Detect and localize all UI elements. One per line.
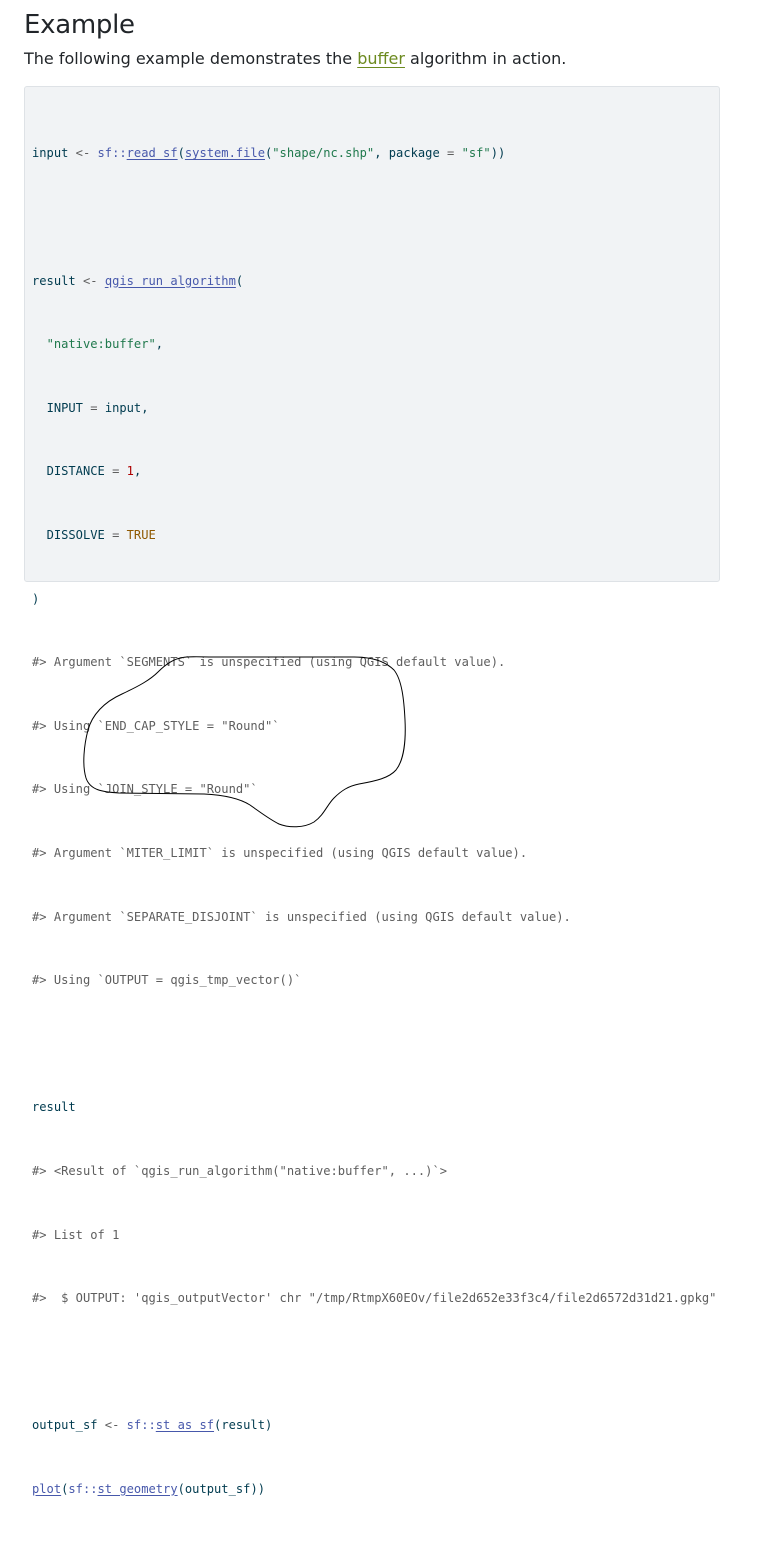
code-token bbox=[454, 146, 461, 160]
code-token: DISTANCE bbox=[46, 464, 105, 479]
plot-output bbox=[24, 600, 724, 829]
code-token: <- bbox=[75, 273, 105, 288]
code-token: result bbox=[221, 1418, 265, 1433]
code-output-line: #> Argument `MITER_LIMIT` is unspecified (using QGIS default value). bbox=[32, 845, 528, 860]
code-token: , bbox=[133, 464, 142, 479]
code-token: ( bbox=[61, 1481, 69, 1496]
code-token: ) bbox=[265, 1418, 273, 1433]
intro-text-after: algorithm in action. bbox=[404, 49, 567, 68]
code-line-input-arg bbox=[32, 398, 716, 419]
code-token: 1 bbox=[126, 464, 134, 479]
code-line-blank bbox=[32, 207, 716, 228]
code-line-output-sf bbox=[32, 1415, 716, 1436]
code-token: output_sf bbox=[184, 1481, 251, 1496]
code-line-distance-arg bbox=[32, 461, 716, 482]
code-token: TRUE bbox=[126, 527, 156, 542]
code-block[interactable] bbox=[24, 86, 720, 1496]
code-indent bbox=[32, 401, 47, 415]
code-token: ( bbox=[214, 1418, 222, 1433]
code-token: output_sf bbox=[32, 1418, 98, 1433]
code-output-line: #> Argument `SEGMENTS` is unspecified (using QGIS default value). bbox=[32, 655, 506, 670]
code-line-result-assign bbox=[32, 271, 716, 292]
code-token: , bbox=[155, 337, 164, 352]
code-token: <- bbox=[97, 1418, 127, 1433]
code-line-blank bbox=[32, 1034, 716, 1055]
intro-text-before: The following example demonstrates the bbox=[24, 49, 358, 68]
code-output-line: #> Using `OUTPUT = qgis_tmp_vector()` bbox=[32, 973, 302, 988]
st-geometry-link[interactable]: st_geometry bbox=[97, 1481, 178, 1496]
code-output-line: #> Argument `SEPARATE_DISJOINT` is unspecified (using QGIS default value). bbox=[32, 909, 571, 924]
code-output-line: #> List of 1 bbox=[32, 1227, 120, 1242]
buffered-polygon-outline bbox=[84, 657, 405, 827]
code-indent bbox=[32, 337, 47, 351]
code-token: "sf" bbox=[461, 146, 491, 161]
code-token: )) bbox=[250, 1481, 265, 1496]
code-line-plot bbox=[32, 1479, 716, 1500]
code-output-line: #> $ OUTPUT: 'qgis_outputVector' chr "/tmp/RtmpX60EOv/file2d652e33f3c4/file2d6572d31d21.gpkg" bbox=[32, 1291, 717, 1306]
code-token: = bbox=[104, 464, 127, 479]
code-token: = bbox=[104, 527, 127, 542]
buffer-link[interactable]: buffer bbox=[357, 49, 405, 68]
code-token: , package bbox=[374, 146, 448, 161]
qgis-run-algorithm-link[interactable]: qgis_run_algorithm bbox=[104, 273, 236, 288]
code-token: ( bbox=[177, 1481, 185, 1496]
code-line-dissolve-arg bbox=[32, 525, 716, 546]
system-file-link[interactable]: system.file bbox=[184, 146, 265, 161]
code-token: INPUT bbox=[46, 400, 83, 415]
code-token: sf:: bbox=[68, 1481, 98, 1496]
st-as-sf-link[interactable]: st_as_sf bbox=[155, 1418, 215, 1433]
code-token: ( bbox=[177, 146, 185, 161]
code-token: ) bbox=[32, 591, 40, 606]
section-heading: Example bbox=[24, 10, 135, 40]
code-token: ( bbox=[265, 146, 273, 161]
read-sf-link[interactable]: read_sf bbox=[126, 146, 178, 161]
plot-link[interactable]: plot bbox=[32, 1481, 62, 1496]
code-line-algorithm bbox=[32, 334, 716, 355]
code-output-line: #> Using `END_CAP_STYLE = "Round"` bbox=[32, 718, 280, 733]
code-token: result bbox=[32, 273, 76, 288]
code-indent bbox=[32, 464, 47, 478]
code-line-result: result bbox=[32, 1100, 76, 1115]
code-token: "shape/nc.shp" bbox=[272, 146, 375, 161]
code-token: input bbox=[32, 146, 69, 161]
buffer-geometry-plot bbox=[24, 600, 724, 829]
code-token: = bbox=[447, 146, 455, 161]
code-token: sf:: bbox=[97, 146, 127, 161]
code-token: = bbox=[82, 400, 105, 415]
intro-paragraph bbox=[24, 47, 566, 71]
code-output-line: #> Using `JOIN_STYLE = "Round"` bbox=[32, 782, 258, 797]
code-token: )) bbox=[490, 146, 506, 161]
code-token: ( bbox=[235, 273, 244, 288]
code-line-input bbox=[32, 143, 716, 164]
code-token: input, bbox=[104, 400, 149, 415]
code-output-line: #> <Result of `qgis_run_algorithm("native:buffer", ...)`> bbox=[32, 1163, 448, 1178]
code-token: <- bbox=[68, 146, 98, 161]
code-line-blank bbox=[32, 1352, 716, 1373]
code-token: sf:: bbox=[126, 1418, 156, 1433]
code-indent bbox=[32, 528, 47, 542]
code-token: "native:buffer" bbox=[46, 337, 156, 352]
code-token: DISSOLVE bbox=[46, 527, 105, 542]
